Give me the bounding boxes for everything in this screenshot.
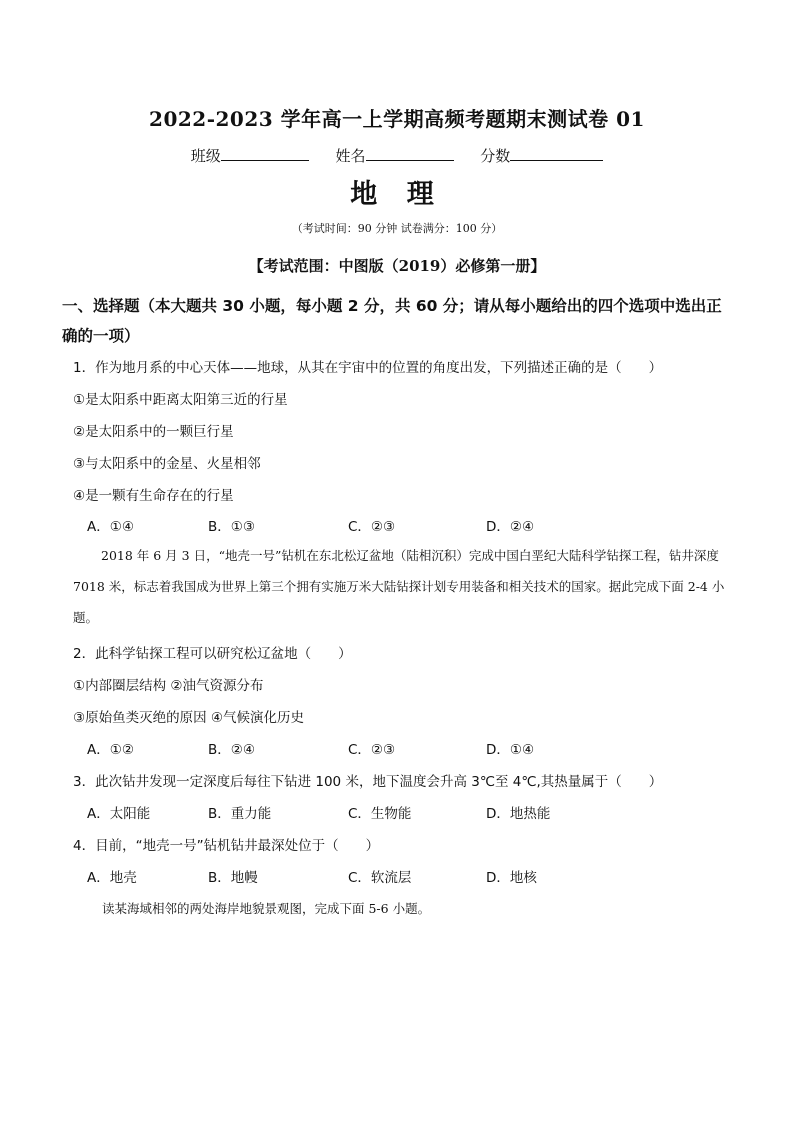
- question-3-option-c[interactable]: C．生物能: [348, 806, 412, 822]
- question-4-option-d[interactable]: D．地核: [486, 870, 537, 886]
- question-2-option-d[interactable]: D．①④: [486, 742, 535, 758]
- question-1-option-a[interactable]: A．①④: [87, 519, 134, 535]
- question-1-stem: 1．作为地月系的中心天体——地球，从其在宇宙中的位置的角度出发，下列描述正确的是（ ）: [73, 360, 663, 376]
- question-4-option-c[interactable]: C．软流层: [348, 870, 412, 886]
- question-1-option-d[interactable]: D．②④: [486, 519, 535, 535]
- question-2-option-b[interactable]: B．②④: [208, 742, 255, 758]
- exam-time-note: （考试时间：90 分钟 试卷满分：100 分）: [291, 222, 503, 235]
- exam-scope: 【考试范围：中图版（2019）必修第一册】: [248, 257, 546, 275]
- question-1-item: ②是太阳系中的一颗巨行星: [73, 424, 234, 440]
- section-heading: 一、选择题（本大题共 30 小题，每小题 2 分，共 60 分；请从每小题给出的四个选项中选出正确的一项）: [62, 297, 722, 345]
- question-1-option-b[interactable]: B．①③: [208, 519, 255, 535]
- question-3-option-b[interactable]: B．重力能: [208, 806, 272, 822]
- student-info-line: [0, 144, 794, 166]
- score-label: 分数: [480, 147, 511, 165]
- subject-title: 地 理: [350, 179, 444, 210]
- question-1-item: ③与太阳系中的金星、火星相邻: [73, 456, 261, 472]
- question-4-stem: 4．目前，“地壳一号”钻机钻井最深处位于（ ）: [73, 838, 380, 854]
- passage-2: 读某海域相邻的两处海岸地貌景观图，完成下面 5-6 小题。: [102, 901, 431, 916]
- question-3-stem: 3．此次钻井发现一定深度后每往下钻进 100 米，地下温度会升高 3℃至 4℃,其热量属于（ ）: [73, 774, 663, 790]
- question-4-option-a[interactable]: A．地壳: [87, 870, 137, 886]
- question-1-item: ④是一颗有生命存在的行星: [73, 488, 234, 504]
- question-1-option-c[interactable]: C．②③: [348, 519, 396, 535]
- class-label: 班级: [190, 147, 221, 165]
- class-blank: [221, 144, 309, 161]
- question-1-item: ①是太阳系中距离太阳第三近的行星: [73, 392, 288, 408]
- question-2-item: ①内部圈层结构 ②油气资源分布: [73, 678, 264, 694]
- name-label: 姓名: [335, 147, 366, 165]
- name-blank: [366, 144, 454, 161]
- question-3-option-d[interactable]: D．地热能: [486, 806, 551, 822]
- question-4-option-b[interactable]: B．地幔: [208, 870, 258, 886]
- score-blank: [510, 144, 603, 161]
- question-2-stem: 2．此科学钻探工程可以研究松辽盆地（ ）: [73, 646, 352, 662]
- question-3-option-a[interactable]: A．太阳能: [87, 806, 151, 822]
- question-2-item: ③原始鱼类灭绝的原因 ④气候演化历史: [73, 710, 304, 726]
- question-2-option-c[interactable]: C．②③: [348, 742, 396, 758]
- question-2-option-a[interactable]: A．①②: [87, 742, 134, 758]
- exam-title: 2022-2023 学年高一上学期高频考题期末测试卷 01: [149, 107, 645, 131]
- passage-1: 2018 年 6 月 3 日，“地壳一号”钻机在东北松辽盆地（陆相沉积）完成中国白垩纪大陆科学钻探工程，钻井深度 7018 米，标志着我国成为世界上第三个拥有实施万米大陆钻探计划专用装备和相关技术的国家。据此完成下面 2-4 小题。: [73, 548, 725, 625]
